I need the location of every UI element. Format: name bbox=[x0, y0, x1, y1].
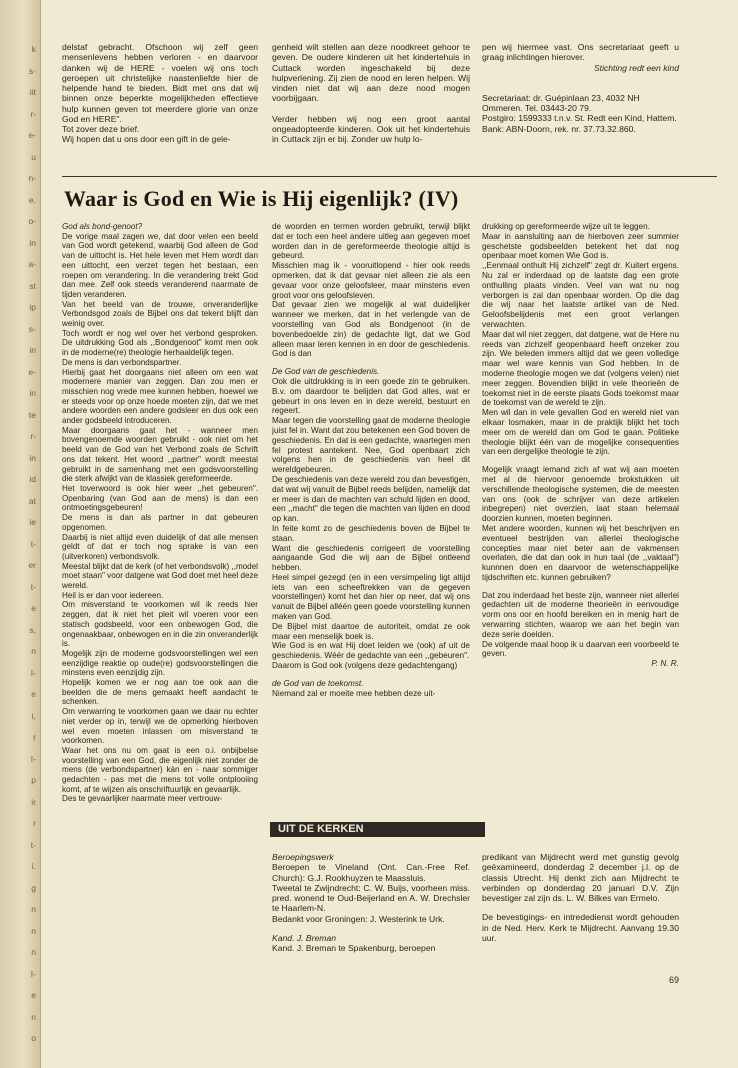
gutter-fragment: u bbox=[31, 151, 36, 162]
gutter-fragment: p bbox=[31, 775, 36, 785]
gutter-fragment: e bbox=[31, 990, 36, 1000]
gutter-fragment: in bbox=[29, 237, 36, 248]
gutter-fragment: i, bbox=[31, 710, 36, 721]
gutter-fragment: n bbox=[31, 646, 36, 656]
gutter-fragment: r- bbox=[30, 108, 36, 119]
signature: Stichting redt een kind bbox=[593, 62, 679, 73]
gutter-fragment: te bbox=[28, 409, 36, 420]
gutter-fragment: n bbox=[31, 947, 36, 957]
gutter-fragment: iit bbox=[29, 87, 36, 97]
gutter-fragment: g bbox=[31, 882, 36, 893]
section-divider bbox=[62, 176, 717, 177]
gutter-fragment: in bbox=[29, 388, 36, 398]
gutter-fragment: r bbox=[33, 732, 36, 742]
article-column-2: de woorden en termen worden gebruikt, terwijl blijkt dat er toch een heel andere uitleg aan gegeven moet worden dan in de gereformeerde theologie altijd is gebeurd. Misschien mag ik - vooruitlopend - hier ook reeds opmerken, dat ik dat gevaar niet alleen zie als een gevaar voor onze geloofsleer, maar minstens even groot voor ons geloofsleven. Dat gevaar zien we mogelijk al wat duidelijker wanneer we merken, dat in het verlengde van de voorstelling van God als Bondgenoot (in de bovenbedoelde zin) de gedachte ligt, dat we God alleen maar leren kennen in en door de geschiedenis. God is dan De God van de geschiedenis. Ook die uitdrukking is in een goede zin te gebruiken. B.v. om daardoor te belijden dat God alles, wat er gebeurt in ons leven en in deze wereld, bestuurt en regeert. Maar tegen die voorstelling gaat de moderne theologie juist fel in. Want dat zou betekenen een God boven de geschiedenis. En dat is een gedachte, waartegen men fel protest aantekent. Nee, God openbaart zich volgens hen in de geschiedenis van heel dit wereldgebeuren. De geschiedenis van deze wereld zou dan bevestigen, dat wat wij vanuit de Bijbel reeds belijden, namelijk dat er meer is dan de machten van schuld lijden en dood, een ,,macht" die tegen die machten van lijden en dood op kan. In feite komt zo de geschiedenis boven de Bijbel te staan. Want die geschiedenis corrigeert de voorstelling aangaande God die wij aan de Bijbel ontleend hebben. Heel simpel gezegd (en in een versimpeling ligt altijd iets van een scheeftrekken van de gegeven voorstellingen) komt het dan hier op neer, dat wij ons vanuit de Bijbel alléén geen goede voorstelling kunnen maken van God. De Bijbel mist daartoe de autoriteit, omdat ze ook maar een menselijk boek is. Wie God is en wat Hij doet leiden we (ook) af uit de geschiedenis. Wéér de gedachte van een ,,gebeuren". Daarom is God ook (volgens deze gedachtengang) de God van de toekomst. Niemand zal er moeite mee hebben deze uit- bbox=[272, 222, 471, 698]
gutter-fragment: n bbox=[31, 925, 36, 936]
article-title: Waar is God en Wie is Hij eigenlijk? (IV) bbox=[64, 186, 459, 211]
gutter-fragment: ir bbox=[31, 796, 36, 807]
gutter-fragment: er bbox=[28, 560, 36, 570]
gutter-fragment: s, bbox=[29, 624, 36, 635]
gutter-fragment: st bbox=[29, 280, 36, 291]
gutter-fragment: k bbox=[31, 44, 36, 54]
news-column-1: Beroepingswerk Beroepen te Vineland (Ont. Can.-Free Ref. Church): G.J. Rookhuyzen te Maassluis. Tweetal te Zwijndrecht: C. W. Buijs, voorheen miss. pred. wonend te Oud-Beijerland en A. W. Drechsler te Haarlem-N. Bedankt voor Groningen: J. Westerink te Urk. Kand. J. Breman Kand. J. Breman te Spakenburg, beroepen bbox=[272, 852, 470, 953]
gutter-fragment: t- bbox=[30, 839, 36, 850]
gutter-fragment: s- bbox=[28, 323, 36, 334]
gutter-fragment: id bbox=[29, 474, 36, 484]
page-number: 69 bbox=[669, 975, 680, 985]
top-column-1: delstaf gebracht. Ofschoon wij zelf geen mensenlevens hebben verloren - en daarvoor danken wij de HERE - voelen wij ons toch geroepen uit christelijke naastenliefde hier de helpende hand te bieden. Bidt met ons dat wij binnen onze beperkte mogelijkheden effectieve hulp kunnen geven tot meerdere glorie van onze God en HERE". Tot zover deze brief. Wij hopen dat u ons door een gift in de gele- bbox=[62, 42, 258, 145]
page bbox=[42, 0, 738, 1068]
gutter-fragment: a- bbox=[28, 259, 36, 269]
gutter-fragment: in bbox=[29, 345, 36, 355]
adjacent-page-edge bbox=[0, 0, 41, 1068]
gutter-fragment: at bbox=[28, 495, 36, 506]
gutter-fragment: ie bbox=[29, 517, 36, 527]
gutter-fragment: e- bbox=[28, 366, 36, 377]
gutter-fragment: e bbox=[31, 689, 36, 699]
gutter-fragment: t- bbox=[30, 581, 36, 592]
gutter-fragment: r- bbox=[30, 431, 36, 441]
gutter-fragment: n- bbox=[28, 173, 36, 183]
news-heading: Beroepingswerk bbox=[272, 852, 334, 862]
gutter-fragment: I- bbox=[30, 667, 36, 678]
gutter-fragment: e. bbox=[28, 194, 36, 205]
gutter-fragment: s- bbox=[28, 65, 36, 76]
top-column-2: genheid wilt stellen aan deze noodkreet gehoor te geven. De oudere kinderen uit het kindertehuis in Cuttack worden ingeschakeld bij deze hulpverlening. Zij zien de nood en leren helpen. Wij vinden niet dat wij aan deze nood mogen voorbijgaan. Verder hebben wij nog een groot aantal ongeadopteerde kinderen. Ook uit het kindertehuis in Cuttack zijn er bij. Zonder uw hulp lo- bbox=[272, 42, 470, 144]
news-heading: Kand. J. Breman bbox=[272, 932, 337, 943]
gutter-fragment: n bbox=[31, 1011, 36, 1022]
gutter-fragment: e- bbox=[28, 130, 36, 140]
subheading: God als bond-genoot? bbox=[62, 222, 143, 231]
subheading: de God van de toekomst. bbox=[272, 678, 364, 688]
gutter-fragment: o- bbox=[28, 216, 36, 226]
gutter-fragment: ip bbox=[29, 302, 36, 312]
gutter-fragment: I- bbox=[30, 753, 36, 764]
gutter-fragment: o bbox=[31, 1033, 36, 1043]
gutter-fragment: r bbox=[33, 818, 36, 828]
author-signature: P. N. R. bbox=[651, 659, 679, 669]
news-column-2: predikant van Mijdrecht werd met gunstig gevolg geëxamineerd, donderdag 2 december j.l. op de classis Utrecht. Hij denkt zich aan Mijdrecht te verbinden op donderdag 20 januari D.V. Zijn bevestiger zal zijn ds. L. W. Bilkes van Ermelo. De bevestigings- en intrededienst wordt gehouden in de Ned. Herv. Kerk te Mijdrecht. Aanvang 19.30 uur. bbox=[482, 852, 679, 943]
article-column-1: God als bond-genoot? De vorige maal zagen we, dat door velen een beeld van God wordt getekend, waarbij God alleen de God van de uittocht is. Het hele leven met Hem wordt dan een uittocht, een verzet tegen het bestaan, een roepen om verandering. In die verandering trekt God dan mee. Zelf ook steeds veranderend naarmate de tijden veranderen. Van het beeld van de trouwe, onveranderlijke Verbondsgod zoals de Bijbel ons dat tekent blijft dan weinig over. Toch wordt er nog wel over het verbond gesproken. De uitdrukking God als ,,Bondgenoot" komt men ook in de moderne(re) theologie herhaaldelijk tegen. De mens is dan verbondspartner. Hierbij gaat het doorgaans niet alleen om een wat modernere manier van zeggen. Dan zou men er misschien nog vrede mee kunnen hebben, hoewel we er steeds voor op onze hoede moeten zijn, dat we met andere woorden een andere godsleer en dus ook een ander godsbeeld introduceren. Maar doorgaans gaat het - wanneer men bovengenoemde woorden gebruikt - ook niet om het beeld van de God van het Verbond zoals de Schrift ons dat tekent. Het woord ,,partner" wordt meestal gebruikt in de samenhang met een godsvoorstelling die sterk afwijkt van de klassiek gereformeerde. Het toverwoord is ook hier weer ,,het gebeuren". Openbaring (van God aan de mens) is dan een ontmoetingsgebeuren! De mens is dan als partner in dat gebeuren opgenomen. Daarbij is niet altijd even duidelijk of dat alle mensen geldt of dat er toch nog sprake is van een (uitverkoren) verbondsvolk. Meestal blijkt dat de kerk (of het verbondsvolk) ,,model moet staan" voor datgene wat God doet met heel deze wereld. Heil is er dan voor iedereen. Om misverstand te voorkomen wil ik reeds hier zeggen, dat ik niet het pleit wil voeren voor een statisch godsbeeld, voor een onbewogen God, die ongenaakbaar, onbewogen en in die zin onveranderlijk is. Mogelijk zijn de moderne godsvoorstellingen wel een eenzijdige reaktie op oude(re) godsvoorstellingen die minstens even eenzijdig zijn. Hopelijk komen we er nog aan toe ook aan die beelden die de mens gemaakt heeft aandacht te schenken. Om verwarring te voorkomen gaan we daar nu echter niet verder op in, terwijl we de opmerking hierboven wel even moeten inlassen om misverstand te voorkomen. Waar het ons nu om gaat is een o.i. onbijbelse voorstelling van een God, die eigenlijk niet zonder de mens (de verbondspartner) kán en - naar sommiger gedachten - pas met die mens tot volle ontplooiing komt, af te wijzen als onschriftuurlijk en gevaarlijk. Des te gevaarlijker naarmate meer vertrouw- bbox=[62, 222, 258, 804]
gutter-fragment: i. bbox=[31, 861, 36, 871]
article-column-3: drukking op gereformeerde wijze uit te leggen. Maar in aansluiting aan de hierboven zeer summier geschetste godsbeelden betekent het dat nog openbaar moet komen Wie God is. ,,Eenmaal onthult Hij zichzelf" zegt dr. Kuitert ergens. Nu zal er inderdaad op de laatste dag een grote onthulling plaats vinden. Veel van wat nu nog verborgen is zal dan openbaar worden. Op die dag die wij naar het laatste artikel van de Ned. Geloofsbelijdenis met een groot verlangen verwachten. Maar dat wil niet zeggen, dat datgene, wat de Here nu reeds van zichzelf geopenbaard heeft onzeker zou zijn. We beleden immers altijd dat we geen volledige maar wel ware kennis van God hebben. In de moderne theologie mogen we dat (volgens velen) niet meer zeggen. Bovendien blijkt in vele theorieën de toekomst niet in de eerste plaats Gods toekomst maar de toekomst van de wereld te zijn. Men wil dan in vele gevallen God en wereld niet van elkaar losmaken, maar in de praktijk blijkt het toch meer om de wereld dan om God te gaan. Politieke theologie blijkt één van de mogelijke consequenties van een dergelijke theologie te zijn. Mogelijk vraagt iemand zich af wat wij aan moeten met al de hiervoor genoemde brokstukken uit verschillende theologische systemen, die de meesten van ons (ook de schrijver van deze artikelen inbegrepen) niet overzien, laat staan helemaal doorzien kunnen, moeten beginnen. Met andere woorden, kunnen wij het beschrijven en eventueel bestrijden van allerlei theologische concepties maar niet beter aan de vakmensen overlaten, die dat dan ook in hun taal (de ,,vaktaal") kunnnen doen en daarvoor de wetenschappelijke tijdschriften etc. kunnen gebruiken? Dat zou inderdaad het beste zijn, wanneer niet allerlei gedachten uit de moderne theorieën in eenvoudige vorm ons oor en hoofd bereiken en in menig hart de verwarring stichten, waarop we aan het begin van deze serie doelden. De volgende maal hoop ik u daarvan een voorbeeld te geven. P. N. R. bbox=[482, 222, 679, 669]
subheading: De God van de geschiedenis. bbox=[272, 367, 380, 377]
top-column-3: pen wij hiermee vast. Ons secretariaat geeft u graag inlichtingen hierover. Stichting redt een kind Secretariaat: dr. Guépinlaan 23, 4032 NH Ommeren. Tel. 03443-20 79. Postgiro: 1599333 t.n.v. St. Redt een Kind, Hattem. Bank: ABN-Doorn, rek. nr. 37.73.32.860. bbox=[482, 42, 679, 134]
gutter-fragment: t- bbox=[30, 538, 36, 549]
gutter-fragment: I- bbox=[30, 968, 36, 979]
gutter-fragment: in bbox=[29, 452, 36, 463]
gutter-fragment: e bbox=[31, 603, 36, 613]
gutter-fragment: n bbox=[31, 904, 36, 914]
section-banner: UIT DE KERKEN bbox=[270, 822, 485, 837]
